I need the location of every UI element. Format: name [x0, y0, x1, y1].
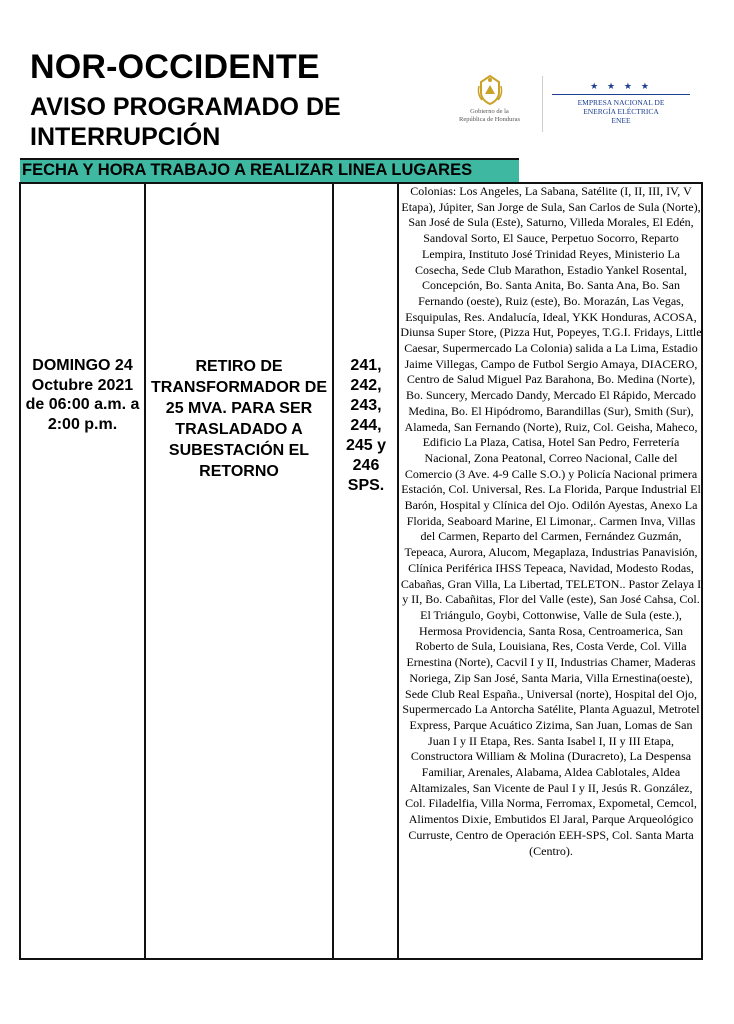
table-header: FECHA Y HORA TRABAJO A REALIZAR LINEA LUGARES	[22, 161, 473, 179]
enee-stars-icon: ★ ★ ★ ★	[590, 82, 652, 92]
column-divider	[332, 182, 334, 960]
notice-title-line2: INTERRUPCIÓN	[30, 123, 221, 151]
notice-title-line1: AVISO PROGRAMADO DE	[30, 93, 341, 121]
government-logo	[442, 74, 537, 124]
enee-rule	[552, 94, 690, 95]
line-cell: 241, 242, 243, 244, 245 y 246 SPS.	[345, 357, 387, 494]
enee-logo-text: EMPRESA NACIONAL DE ENERGÍA ELÉCTRICA ENEE	[577, 98, 665, 125]
column-divider	[397, 182, 399, 960]
logo-divider	[542, 76, 543, 132]
work-description-cell: RETIRO DE TRANSFORMADOR DE 25 MVA. PARA SER TRASLADADO A SUBESTACIÓN EL RETORNO	[151, 358, 327, 480]
date-time-cell: DOMINGO 24 Octubre 2021 de 06:00 a.m. a 2:00 p.m.	[25, 357, 140, 433]
region-title: NOR-OCCIDENTE	[30, 48, 320, 86]
notice-title	[30, 92, 341, 152]
coat-of-arms-icon	[475, 74, 505, 106]
government-logo-text: Gobierno de la República de Honduras	[458, 108, 520, 123]
logos-banner	[432, 62, 702, 144]
enee-logo	[546, 82, 696, 125]
places-cell: Colonias: Los Angeles, La Sabana, Satélite (I, II, III, IV, V Etapa), Júpiter, San Jorge de Sula, San Carlos de Sula (Norte), San José de Sula (Este), Saturno, Villeda Morales, El Edén, Sandoval Sorto, El Sauce, Perpetuo Socorro, Reparto Lempira, Instituto José Trinidad Reyes, Ministerio La Cosecha, Sede Club Marathon, Estadio Yankel Rosental, Concepción, Bo. Santa Anita, Bo. Santa Ana, Bo. San Fernando (oeste), Ruiz (este), Bo. Morazán, Las Vegas, Esquipulas, Res. Andalucía, Ideal, YKK Honduras, ACOSA, Diunsa Super Store, (Pizza Hut, Popeyes, T.G.I. Fridays, Little Caesar, Supermercado La Colonia) salida a La Lima, Estadio Jaime Villegas, Campo de Futbol Sergio Amaya, DIACERO, Centro de Salud Miguel Paz Barahona, Bo. Medina (Norte), Bo. Suncery, Mercado Dandy, Mercado El Rápido, Mercado Medina, Bo. El Hipódromo, Barandillas (Sur), Smith (Sur), Alameda, San Fernando (Norte), Ruiz, Col. Geisha, Maheco, Edificio La Plaza, Catisa, Hotel San Pedro, Ferretería Nacional, Zona Peatonal, Correo Nacional, Calle del Comercio (3 Ave. 4-9 Calle S.O.) y Policía Nacional primera Estación, Col. Universal, Res. La Florida, Parque Industrial El Barón, Hospital y Clínica del Ojo. Odilón Ayestas, Anexo La Florida, Seaboard Marine, El Limonar,. Carmen Inva, Villas del Carmen, Reparto del Carmen, Fernández Guzmán, Tepeaca, Aurora, Alucom, Megaplaza, Industrias Panavisión, Clínica Periférica IHSS Tepeaca, Navidad, Modesto Rodas, Cabañas, Gran Villa, La Libertad, TELETON.. Pastor Zelaya I y II, Bo. Cabañitas, Flor del Valle (este), San José Cahsa, Col. El Triángulo, Goybi, Cottonwise, Valle de Sula (este.), Hermosa Providencia, Santa Rosa, Centroamerica, San Roberto de Sula, Louisiana, Res, Costa Verde, Col. Villa Ernestina (Norte), Cacvil I y II, Industrias Chamer, Maderas Noriega, Zip San José, Santa Maria, Villa Ernestina(oeste), Sede Club Real España., Universal (norte), Hospital del Ojo, Supermercado La Antorcha Satélite, Planta Aguazul, Metrotel Express, Parque Acuático Zizima, San Juan, Lomas de San Juan I y II Etapa, Res. Santa Isabel I, II y III Etapa, Constructora William & Molina (Duracreto), La Despensa Familiar, Arenales, Alabama, Aldea Cablotales, Aldea Altamizales, San Vicente de Paul I y II, Jesús R. González, Col. Filadelfia, Villa Norma, Ferromax, Expometal, Cemcol, Alimentos Dixie, Embutidos El Jaral, Parque Arqueológico Curruste, Centro de Operación EEH-SPS, Col. Santa Marta (Centro).	[400, 184, 702, 858]
column-divider	[144, 182, 146, 960]
